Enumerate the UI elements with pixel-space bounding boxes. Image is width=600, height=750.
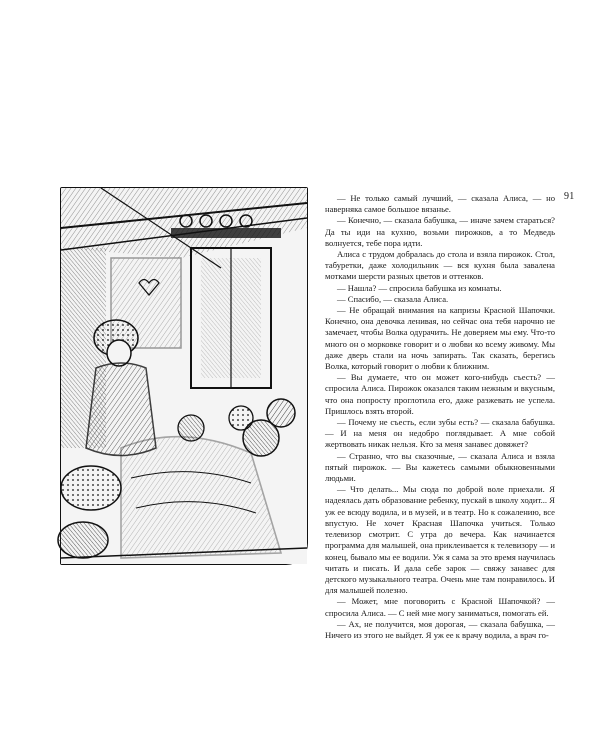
paragraph: — Не только самый лучший, — сказала Алиса, — но наверняка самое большое вязанье. — [325, 193, 555, 215]
paragraph: — Почему не съесть, если зубы есть? — сказала бабушка. — И на меня он недобро поглядывает. А мне собой жертвовать никак нельзя. Кто за меня занавес довяжет? — [325, 417, 555, 450]
paragraph: — Что делать... Мы сюда по доброй воле приехали. Я надеялась дать образование ребенку, пускай в школу ходит... Я уж ее всюду водила, и в музей, и в театр. Но к сожалению, все впустую. Не хочет Красная Шапочка учиться. Только телевизор смотрит. С утра до вечера. Как начинается программа для малышей, она приклеивается к телевизору — и конец, бывало мы ее водили. Уж я сама за это время научилась читать и писать. И дала себе зарок — свяжу занавес для детского музыкального театра. Очень мне там понравилось. И для малышей полезно. — [325, 484, 555, 596]
paragraph: — Не обращай внимания на капризы Красной Шапочки. Конечно, она девочка ленивая, но сейчас она тебя нарочно не замечает, чтобы Волка одурачить. Не доверяем мы ему. Что-то много он о морковке говорит и о любви ко всему живому. Мы даже дверь стали на ночь запирать. Так сказать, берегись Волка, который говорит о любви к ближним. — [325, 305, 555, 372]
illustration-grandmother-kitchen — [60, 187, 308, 565]
paragraph: — Нашла? — спросила бабушка из комнаты. — [337, 282, 502, 293]
text-column — [325, 193, 555, 640]
engraving-illustration — [61, 188, 307, 564]
paragraph: — Спасибо, — сказала Алиса. — [337, 293, 449, 304]
paragraph: — Конечно, — сказала бабушка, — иначе зачем стараться? Да ты иди на кухню, возьми пирожков, а то Медведь волнуется, тебе пора идти. — [325, 215, 555, 248]
paragraph: — Ах, не получится, моя дорогая, — сказала бабушка, — Ничего из этого не выйдет. Я уж ее к врачу водила, а врач го- — [325, 618, 555, 640]
paragraph: Алиса с трудом добралась до стола и взяла пирожок. Стол, табуретки, даже холодильник — вся кухня была завалена мотками шерсти разных цветов и оттенков. — [325, 249, 555, 282]
paragraph: — Странно, что вы сказочные, — сказала Алиса и взяла пятый пирожок. — Вы кажетесь самыми обыкновенными людьми. — [325, 450, 555, 484]
page-number: 91 — [564, 191, 575, 202]
paragraph: — Вы думаете, что он может кого-нибудь съесть? — спросила Алиса. Пирожок оказался таким нежным и вкусным, что она попросту проглотила его, даже разжевать не успела. Пришлось взять второй. — [325, 372, 555, 416]
paragraph: — Может, мне поговорить с Красной Шапочкой? — спросила Алиса. — С ней мне могу заниматься, помогать ей. — [325, 596, 555, 618]
